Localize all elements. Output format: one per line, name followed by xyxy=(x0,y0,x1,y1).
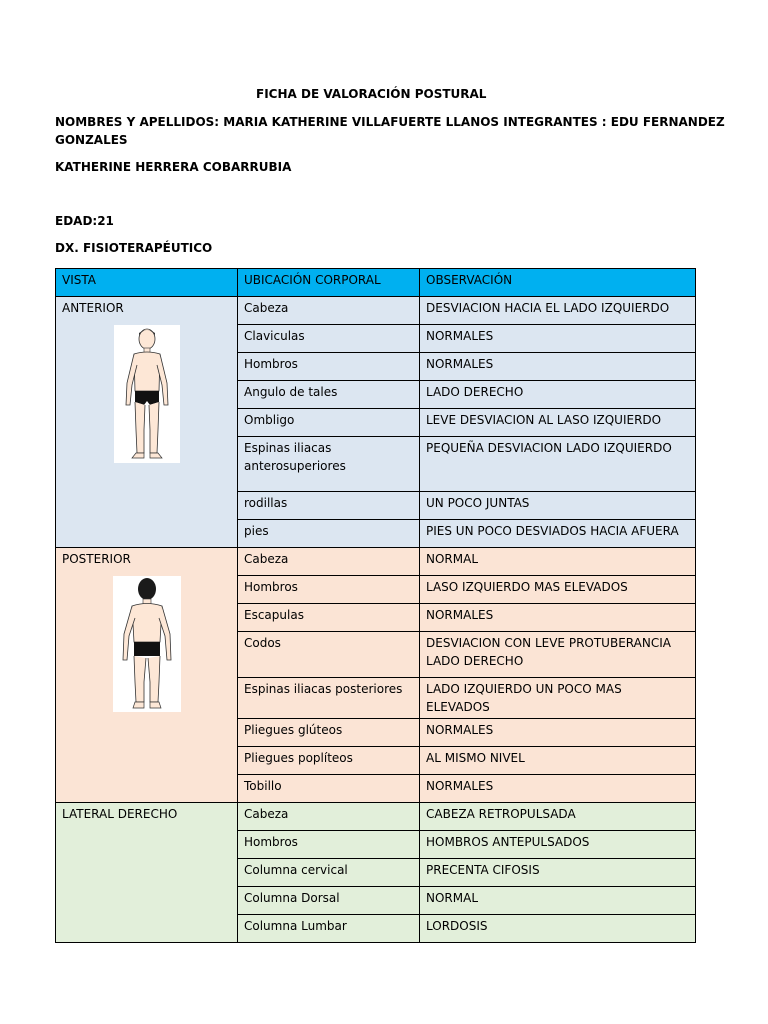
observacion-cell: DESVIACION HACIA EL LADO IZQUIERDO xyxy=(420,297,696,325)
ubicacion-cell: Espinas iliacas posteriores xyxy=(238,678,420,719)
ubicacion-cell: Hombros xyxy=(238,831,420,859)
vista-label: POSTERIOR xyxy=(62,552,131,566)
ubicacion-cell: Hombros xyxy=(238,353,420,381)
vista-cell xyxy=(56,548,238,803)
ubicacion-cell: Hombros xyxy=(238,576,420,604)
ubicacion-cell: Columna Dorsal xyxy=(238,887,420,915)
ubicacion-cell: Pliegues poplíteos xyxy=(238,747,420,775)
table-body xyxy=(56,297,696,943)
observacion-cell: DESVIACION CON LEVE PROTUBERANCIA LADO DERECHO xyxy=(420,632,696,678)
observacion-cell: NORMALES xyxy=(420,775,696,803)
ubicacion-cell: Codos xyxy=(238,632,420,678)
header-ubicacion: UBICACIÓN CORPORAL xyxy=(238,269,420,297)
names-line-2: GONZALES xyxy=(55,133,128,147)
age-line: EDAD:21 xyxy=(55,214,114,228)
ubicacion-cell: Cabeza xyxy=(238,297,420,325)
observacion-cell: NORMAL xyxy=(420,887,696,915)
observacion-cell: PEQUEÑA DESVIACION LADO IZQUIERDO xyxy=(420,437,696,492)
vista-cell xyxy=(56,297,238,548)
back-body-figure xyxy=(113,576,181,712)
observacion-cell: CABEZA RETROPULSADA xyxy=(420,803,696,831)
header-vista: VISTA xyxy=(56,269,238,297)
table-header-row xyxy=(56,269,696,297)
observacion-cell: LADO DERECHO xyxy=(420,381,696,409)
ubicacion-cell: rodillas xyxy=(238,492,420,520)
ubicacion-cell: Tobillo xyxy=(238,775,420,803)
ubicacion-cell: Columna Lumbar xyxy=(238,915,420,943)
names-line-3: KATHERINE HERRERA COBARRUBIA xyxy=(55,160,292,174)
ubicacion-cell: Escapulas xyxy=(238,604,420,632)
observacion-cell: LORDOSIS xyxy=(420,915,696,943)
table-row xyxy=(56,803,696,831)
ubicacion-cell: Ombligo xyxy=(238,409,420,437)
observacion-cell: PRECENTA CIFOSIS xyxy=(420,859,696,887)
observacion-cell: LEVE DESVIACION AL LASO IZQUIERDO xyxy=(420,409,696,437)
observacion-cell: HOMBROS ANTEPULSADOS xyxy=(420,831,696,859)
diagnosis-label: DX. FISIOTERAPÉUTICO xyxy=(55,241,213,255)
ubicacion-cell: Claviculas xyxy=(238,325,420,353)
ubicacion-cell: Cabeza xyxy=(238,548,420,576)
front-body-figure xyxy=(114,325,180,463)
observacion-cell: NORMALES xyxy=(420,353,696,381)
observacion-cell: LADO IZQUIERDO UN POCO MAS ELEVADOS xyxy=(420,678,696,719)
observacion-cell: UN POCO JUNTAS xyxy=(420,492,696,520)
vista-cell xyxy=(56,803,238,943)
observacion-cell: NORMALES xyxy=(420,604,696,632)
ubicacion-cell: Pliegues glúteos xyxy=(238,719,420,747)
posture-table xyxy=(55,268,696,943)
observacion-cell: NORMALES xyxy=(420,719,696,747)
vista-label: LATERAL DERECHO xyxy=(62,807,178,821)
observacion-cell: PIES UN POCO DESVIADOS HACIA AFUERA xyxy=(420,520,696,548)
names-line-1: NOMBRES Y APELLIDOS: MARIA KATHERINE VILLAFUERTE LLANOS INTEGRANTES : EDU FERNANDEZ xyxy=(55,115,725,129)
ubicacion-cell: Columna cervical xyxy=(238,859,420,887)
header-observacion: OBSERVACIÓN xyxy=(420,269,696,297)
vista-label: ANTERIOR xyxy=(62,301,124,315)
observacion-cell: AL MISMO NIVEL xyxy=(420,747,696,775)
table-row xyxy=(56,548,696,576)
observacion-cell: LASO IZQUIERDO MAS ELEVADOS xyxy=(420,576,696,604)
table-row xyxy=(56,297,696,325)
observacion-cell: NORMAL xyxy=(420,548,696,576)
observacion-cell: NORMALES xyxy=(420,325,696,353)
ubicacion-cell: pies xyxy=(238,520,420,548)
document-title: FICHA DE VALORACIÓN POSTURAL xyxy=(256,87,487,101)
ubicacion-cell: Cabeza xyxy=(238,803,420,831)
ubicacion-cell: Angulo de tales xyxy=(238,381,420,409)
ubicacion-cell: Espinas iliacas anterosuperiores xyxy=(238,437,420,492)
